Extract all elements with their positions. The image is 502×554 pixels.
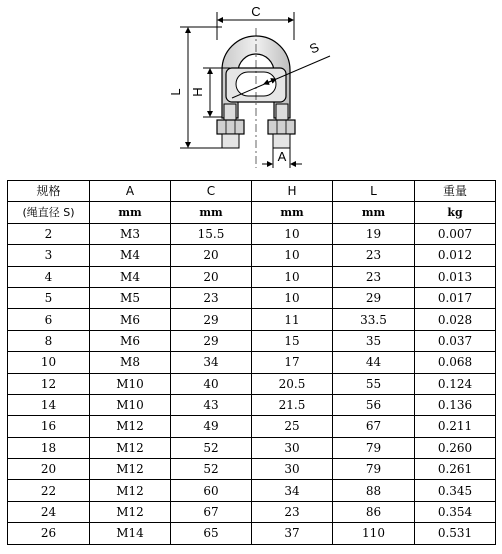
cell-c: 65 [171, 523, 252, 544]
units-row [8, 202, 496, 223]
cell-h: 34 [252, 480, 333, 501]
cell-a: M5 [90, 287, 171, 308]
cell-h: 21.5 [252, 394, 333, 415]
table-row [8, 245, 496, 266]
cell-weight: 0.028 [415, 309, 496, 330]
cell-weight: 0.037 [415, 330, 496, 351]
u-bolt [217, 28, 295, 168]
cell-h: 10 [252, 287, 333, 308]
cell-size: 24 [8, 501, 90, 522]
cell-size: 5 [8, 287, 90, 308]
cell-l: 23 [333, 266, 415, 287]
cell-size: 6 [8, 309, 90, 330]
table-row [8, 352, 496, 373]
cell-weight: 0.345 [415, 480, 496, 501]
cell-l: 88 [333, 480, 415, 501]
header-size: 规格 [8, 181, 90, 202]
unit-h: mm [252, 202, 333, 223]
cell-size: 12 [8, 373, 90, 394]
cell-a: M6 [90, 309, 171, 330]
cell-h: 30 [252, 459, 333, 480]
unit-weight: kg [415, 202, 496, 223]
table-row [8, 330, 496, 351]
cell-size: 22 [8, 480, 90, 501]
table-row [8, 523, 496, 544]
cell-l: 55 [333, 373, 415, 394]
cell-weight: 0.531 [415, 523, 496, 544]
cell-a: M12 [90, 416, 171, 437]
cell-size: 26 [8, 523, 90, 544]
cell-h: 25 [252, 416, 333, 437]
cell-l: 110 [333, 523, 415, 544]
cell-weight: 0.354 [415, 501, 496, 522]
table-row [8, 459, 496, 480]
cell-weight: 0.013 [415, 266, 496, 287]
cell-c: 29 [171, 309, 252, 330]
table-row [8, 287, 496, 308]
cell-l: 29 [333, 287, 415, 308]
header-row [8, 181, 496, 202]
unit-a: mm [90, 202, 171, 223]
cell-a: M12 [90, 437, 171, 458]
label-a: A [277, 149, 287, 164]
cell-weight: 0.260 [415, 437, 496, 458]
cell-size: 18 [8, 437, 90, 458]
table-row [8, 437, 496, 458]
cell-a: M4 [90, 245, 171, 266]
cell-l: 35 [333, 330, 415, 351]
table-row [8, 416, 496, 437]
unit-l: mm [333, 202, 415, 223]
cell-size: 14 [8, 394, 90, 415]
table-row [8, 309, 496, 330]
label-l: L [168, 88, 183, 96]
cell-l: 44 [333, 352, 415, 373]
header-l: L [333, 181, 415, 202]
cell-a: M12 [90, 480, 171, 501]
header-a: A [90, 181, 171, 202]
cell-size: 3 [8, 245, 90, 266]
cell-a: M3 [90, 223, 171, 244]
cell-l: 67 [333, 416, 415, 437]
cell-c: 15.5 [171, 223, 252, 244]
cell-h: 10 [252, 223, 333, 244]
cell-c: 67 [171, 501, 252, 522]
cell-a: M6 [90, 330, 171, 351]
cell-l: 19 [333, 223, 415, 244]
cell-size: 2 [8, 223, 90, 244]
cell-h: 20.5 [252, 373, 333, 394]
cell-l: 86 [333, 501, 415, 522]
header-h: H [252, 181, 333, 202]
cell-h: 15 [252, 330, 333, 351]
cell-a: M8 [90, 352, 171, 373]
cell-l: 33.5 [333, 309, 415, 330]
table-body [8, 223, 496, 544]
cell-h: 37 [252, 523, 333, 544]
cell-h: 10 [252, 266, 333, 287]
table-row [8, 501, 496, 522]
cell-l: 23 [333, 245, 415, 266]
table-row [8, 480, 496, 501]
clip-drawing [0, 0, 502, 176]
dimension-c [217, 4, 294, 40]
cell-size: 4 [8, 266, 90, 287]
dimension-a [262, 148, 302, 168]
cell-h: 10 [252, 245, 333, 266]
cell-a: M10 [90, 373, 171, 394]
table-row [8, 373, 496, 394]
header-c: C [171, 181, 252, 202]
wire-rope-clip-diagram [0, 0, 502, 176]
spec-table [7, 180, 496, 545]
cell-weight: 0.068 [415, 352, 496, 373]
cell-weight: 0.012 [415, 245, 496, 266]
cell-l: 79 [333, 459, 415, 480]
header-weight: 重量 [415, 181, 496, 202]
cell-c: 20 [171, 245, 252, 266]
cell-size: 16 [8, 416, 90, 437]
cell-c: 29 [171, 330, 252, 351]
cell-weight: 0.017 [415, 287, 496, 308]
cell-h: 17 [252, 352, 333, 373]
cell-l: 56 [333, 394, 415, 415]
table-row [8, 394, 496, 415]
cell-size: 10 [8, 352, 90, 373]
cell-l: 79 [333, 437, 415, 458]
cell-weight: 0.136 [415, 394, 496, 415]
cell-c: 60 [171, 480, 252, 501]
cell-size: 8 [8, 330, 90, 351]
cell-weight: 0.124 [415, 373, 496, 394]
label-c: C [251, 4, 261, 19]
table-row [8, 223, 496, 244]
cell-weight: 0.261 [415, 459, 496, 480]
cell-c: 49 [171, 416, 252, 437]
label-h: H [190, 87, 205, 97]
cell-h: 30 [252, 437, 333, 458]
cell-a: M4 [90, 266, 171, 287]
cell-h: 23 [252, 501, 333, 522]
unit-c: mm [171, 202, 252, 223]
cell-a: M14 [90, 523, 171, 544]
cell-weight: 0.007 [415, 223, 496, 244]
cell-c: 34 [171, 352, 252, 373]
cell-h: 11 [252, 309, 333, 330]
cell-a: M12 [90, 501, 171, 522]
cell-a: M10 [90, 394, 171, 415]
cell-size: 20 [8, 459, 90, 480]
cell-c: 20 [171, 266, 252, 287]
cell-c: 40 [171, 373, 252, 394]
table-row [8, 266, 496, 287]
cell-weight: 0.211 [415, 416, 496, 437]
cell-c: 52 [171, 459, 252, 480]
cell-c: 52 [171, 437, 252, 458]
cell-a: M12 [90, 459, 171, 480]
label-s: S [306, 39, 322, 57]
subheader-rope-diameter: (绳直径 S) [8, 202, 90, 223]
cell-c: 23 [171, 287, 252, 308]
cell-c: 43 [171, 394, 252, 415]
